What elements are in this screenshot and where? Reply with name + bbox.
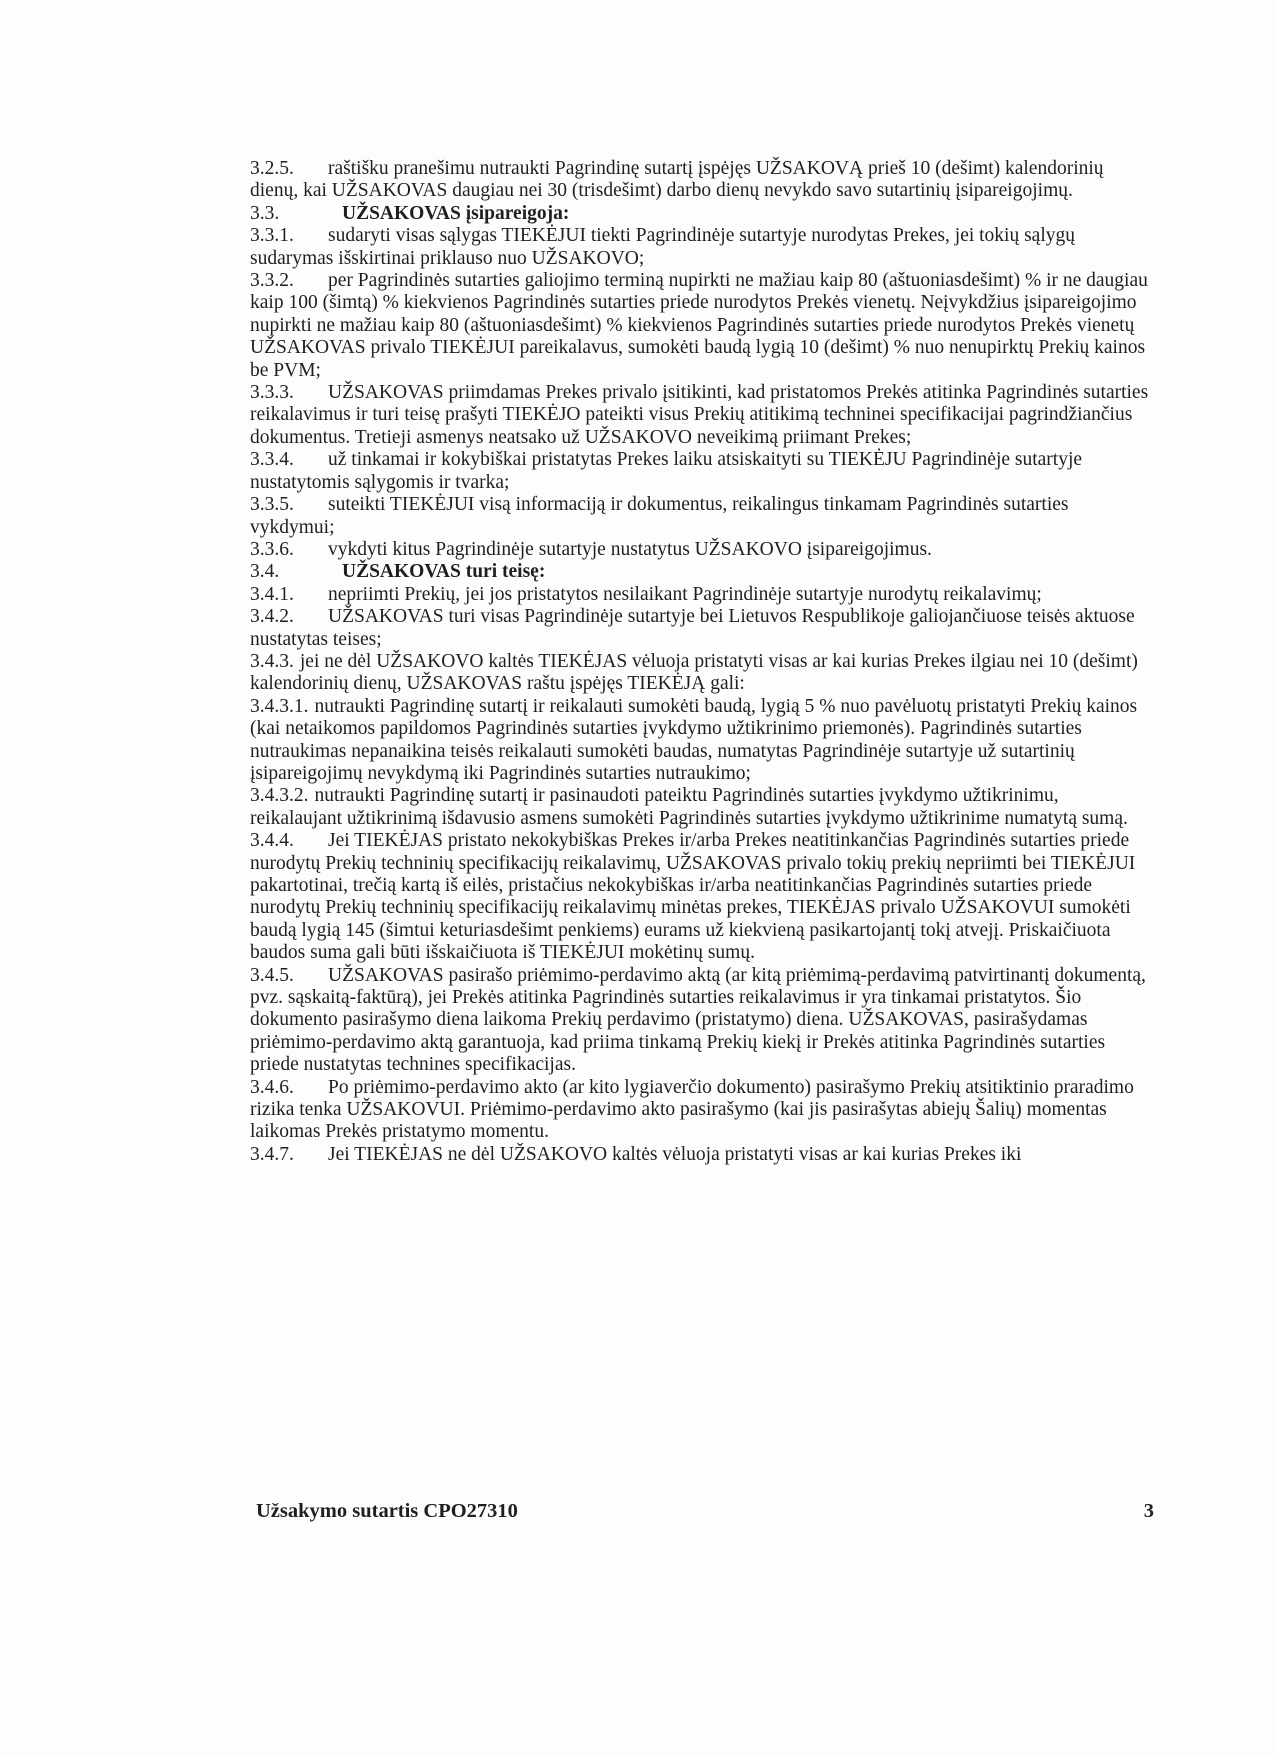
clause-text: raštišku pranešimu nutraukti Pagrindinę sutartį įspėjęs UŽSAKOVĄ prieš 10 (dešimt) kalendorinių dienų, kai UŽSAKOVAS daugiau nei 30 (trisdešimt) darbo dienų nevykdo savo sutartinių įsipareigojimų. [250, 158, 1104, 202]
clause-paragraph [250, 270, 1155, 382]
clause-text: Jei TIEKĖJAS pristato nekokybiškas Prekes ir/arba Prekes neatitinkančias Pagrindinės sutarties priede nurodytų Prekių techninių specifikacijų reikalavimų, UŽSAKOVAS privalo tokių prekių nepriimti bei TIEKĖJUI pakartotinai, trečią kartą iš eilės, pristačius nekokybiškas ir/arba neatitinkančias Pagrindinės sutarties priede nurodytų Prekių techninių specifikacijų reikalavimų minėtas prekes, TIEKĖJAS privalo UŽSAKOVUI sumokėti baudą lygią 145 (šimtui keturiasdešimt penkiems) eurams už kiekvieną pasikartojantį tokį atvejį. Priskaičiuota baudos suma gali būti išskaičiuota iš TIEKĖJUI mokėtinų sumų. [250, 830, 1136, 964]
clause-text: už tinkamai ir kokybiškai pristatytas Prekes laiku atsiskaityti su TIEKĖJU Pagrindinėje sutartyje nustatytomis sąlygomis ir tvarka; [250, 449, 1083, 493]
clause-text: suteikti TIEKĖJUI visą informaciją ir dokumentus, reikalingus tinkamam Pagrindinės sutarties vykdymui; [250, 494, 1069, 538]
clause-paragraph [250, 1144, 1155, 1166]
clause-number: 3.4.3. [250, 650, 294, 672]
clause-paragraph [250, 965, 1155, 1077]
section-heading [250, 203, 1155, 225]
page-footer [256, 1500, 1154, 1523]
clause-text: nutraukti Pagrindinę sutartį ir pasinaudoti pateiktu Pagrindinės sutarties įvykdymo užtikrinimu, reikalaujant užtikrinimą išdavusio asmens sumokėti Pagrindinės sutarties įvykdymo užtikrinime numatytą sumą. [250, 785, 1128, 829]
clause-number: 3.3.3. [250, 382, 294, 404]
clause-number: 3.4.4. [250, 830, 294, 852]
footer-page-number: 3 [1143, 1500, 1154, 1522]
clause-text: nutraukti Pagrindinę sutartį ir reikalauti sumokėti baudą, lygią 5 % nuo pavėluotų pristatyti Prekių kainos (kai netaikomos papildomos Pagrindinės sutarties įvykdymo užtikrinimo priemonės). Pagrindinės sutarties nutraukimas nepanaikina teisės reikalauti sumokėti baudas, numatytas Pagrindinėje sutartyje už sutartinių įsipareigojimų nevykdymą iki Pagrindinės sutarties nutraukimo; [250, 695, 1138, 784]
clause-paragraph [250, 539, 1155, 561]
clause-number: 3.4.7. [250, 1143, 294, 1165]
clause-number: 3.2.5. [250, 158, 294, 179]
clause-text: Jei TIEKĖJAS ne dėl UŽSAKOVO kaltės vėluoja pristatyti visas ar kai kurias Prekes iki [328, 1143, 1022, 1165]
clause-paragraph [250, 696, 1155, 786]
clause-text: vykdyti kitus Pagrindinėje sutartyje nustatytus UŽSAKOVO įsipareigojimus. [328, 538, 932, 560]
clause-number: 3.3. [250, 202, 280, 224]
clause-number: 3.3.2. [250, 270, 294, 292]
clause-text: UŽSAKOVAS pasirašo priėmimo-perdavimo aktą (ar kitą priėmimą-perdavimą patvirtinantį dokumentą, pvz. sąskaitą-faktūrą), jei Prekės atitinka Pagrindinės sutarties reikalavimus ir yra tinkamai pristatytos. Šio dokumento pasirašymo diena laikoma Prekių perdavimo (pristatymo) diena. UŽSAKOVAS, pasirašydamas priėmimo-perdavimo aktą garantuoja, kad priima tinkamą Prekių kiekį ir Prekės atitinka Pagrindinės sutarties priede nustatytas technines specifikacijas. [250, 964, 1146, 1076]
clause-number: 3.4.6. [250, 1076, 294, 1098]
section-heading-text: UŽSAKOVAS įsipareigoja: [342, 202, 570, 224]
clause-number: 3.4. [250, 561, 280, 583]
clause-text: Po priėmimo-perdavimo akto (ar kito lygiaverčio dokumento) pasirašymo Prekių atsitiktinio praradimo rizika tenka UŽSAKOVUI. Priėmimo-perdavimo akto pasirašymo (kai jis pasirašytas abiejų Šalių) momentas laikomas Prekės pristatymo momentu. [250, 1076, 1134, 1143]
clause-text: jei ne dėl UŽSAKOVO kaltės TIEKĖJAS vėluoja pristatyti visas ar kai kurias Prekes ilgiau nei 10 (dešimt) kalendorinių dienų, UŽSAKOVAS raštu įspėjęs TIEKĖJĄ gali: [250, 650, 1138, 695]
clause-paragraph [250, 1077, 1155, 1144]
clause-paragraph [250, 449, 1155, 494]
clause-text: nepriimti Prekių, jei jos pristatytos nesilaikant Pagrindinėje sutartyje nurodytų reikalavimų; [328, 583, 1042, 605]
clause-text: UŽSAKOVAS priimdamas Prekes privalo įsitikinti, kad pristatomos Prekės atitinka Pagrindinės sutarties reikalavimus ir turi teisę prašyti TIEKĖJO pateikti visus Prekių atitikimą techninei specifikacijai pagrindžiančius dokumentus. Tretieji asmenys neatsako už UŽSAKOVO neveikimą priimant Prekes; [250, 382, 1149, 448]
clause-text: UŽSAKOVAS turi visas Pagrindinėje sutartyje bei Lietuvos Respublikoje galiojančiuose teisės aktuose nustatytas teises; [250, 606, 1135, 650]
clause-number: 3.4.3.1. [250, 695, 309, 717]
clause-paragraph [250, 584, 1155, 606]
clause-number: 3.4.3.2. [250, 785, 309, 807]
section-heading [250, 561, 1155, 583]
clause-paragraph [250, 158, 1155, 203]
clause-number: 3.4.1. [250, 583, 294, 605]
clause-paragraph [250, 494, 1155, 539]
clause-paragraph [250, 225, 1155, 270]
clause-number: 3.4.2. [250, 606, 294, 628]
clause-paragraph [250, 830, 1155, 964]
clause-number: 3.4.5. [250, 964, 294, 986]
clause-paragraph [250, 651, 1155, 696]
clause-number: 3.3.5. [250, 494, 294, 516]
clause-paragraph [250, 785, 1155, 830]
clause-number: 3.3.4. [250, 449, 294, 471]
footer-contract-title: Užsakymo sutartis CPO27310 [256, 1500, 518, 1522]
section-heading-text: UŽSAKOVAS turi teisę: [342, 561, 546, 583]
clause-number: 3.3.6. [250, 538, 294, 560]
clause-paragraph [250, 382, 1155, 449]
clause-number: 3.3.1. [250, 225, 294, 247]
clause-text: per Pagrindinės sutarties galiojimo terminą nupirkti ne mažiau kaip 80 (aštuoniasdešimt) % ir ne daugiau kaip 100 (šimtą) % kiekvienos Pagrindinės sutarties priede nurodytos Prekės vienetų. Neįvykdžius įsipareigojimo nupirkti ne mažiau kaip 80 (aštuoniasdešimt) % kiekvienos Pagrindinės sutarties priede nurodytos Prekės vienetų UŽSAKOVAS privalo TIEKĖJUI pareikalavus, sumokėti baudą lygią 10 (dešimt) % nuo nenupirktų Prekių kainos be PVM; [250, 270, 1148, 381]
clause-paragraph [250, 606, 1155, 651]
clause-text: sudaryti visas sąlygas TIEKĖJUI tiekti Pagrindinėje sutartyje nurodytas Prekes, jei tokių sąlygų sudarymas išskirtinai priklauso nuo UŽSAKOVO; [250, 225, 1076, 269]
document-body [250, 158, 1155, 1166]
